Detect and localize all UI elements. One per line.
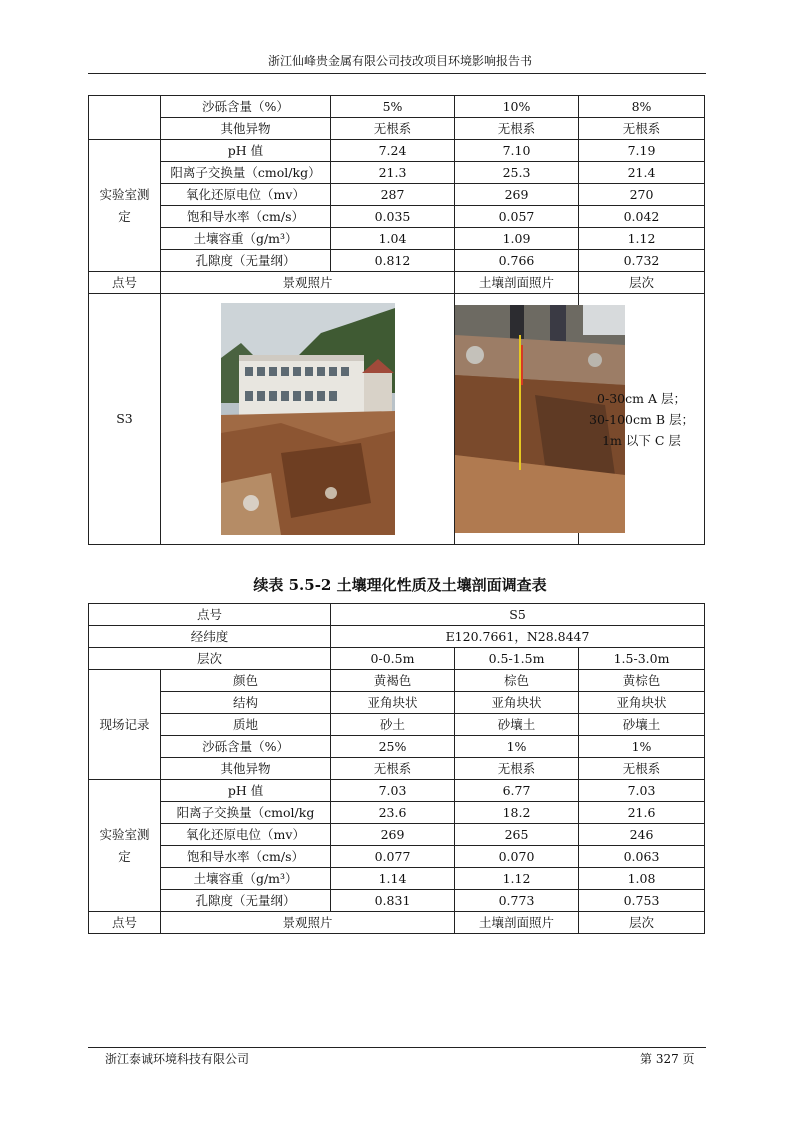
lab-group-label: 实验室测定 (89, 140, 161, 272)
cell-value: 0.732 (579, 250, 705, 272)
footer-rule (88, 1047, 706, 1048)
cell-value: 砂壤土 (579, 714, 705, 736)
soil-table-s5 (88, 603, 705, 934)
cell-value: 6.77 (455, 780, 579, 802)
profile-photo-cell (455, 294, 579, 545)
cell-value: 21.6 (579, 802, 705, 824)
row-label: 其他异物 (161, 118, 331, 140)
cell-value: 7.24 (331, 140, 455, 162)
table-row (89, 714, 705, 736)
footer-page-number: 第 327 页 (640, 1052, 695, 1066)
cell-value: 棕色 (455, 670, 579, 692)
table-row (89, 846, 705, 868)
cell-value: 25% (331, 736, 455, 758)
cell-value: 1.09 (455, 228, 579, 250)
cell-value: 1.04 (331, 228, 455, 250)
layer-depth: 0.5-1.5m (455, 648, 579, 670)
cell-value: 5% (331, 96, 455, 118)
cell-value: 0.057 (455, 206, 579, 228)
cell-value: 265 (455, 824, 579, 846)
table-row (89, 228, 705, 250)
cell-value: 无根系 (579, 118, 705, 140)
cell-value: 23.6 (331, 802, 455, 824)
cell-value: 亚角块状 (331, 692, 455, 714)
cell-value: 0.063 (579, 846, 705, 868)
layer-depth: 0-0.5m (331, 648, 455, 670)
table-row (89, 802, 705, 824)
layer-a: 0-30cm A 层； (597, 390, 686, 406)
cell-value: 0.753 (579, 890, 705, 912)
cell-value: 1.12 (455, 868, 579, 890)
lab-group-label: 实验室测定 (89, 780, 161, 912)
soil-table-s3 (88, 95, 705, 545)
table-row (89, 648, 705, 670)
row-label: 饱和导水率（cm/s） (161, 846, 331, 868)
col-header-layers: 层次 (579, 272, 705, 294)
col-header-landscape: 景观照片 (161, 272, 455, 294)
header-rule (88, 73, 706, 74)
row-label: 质地 (161, 714, 331, 736)
page-header: 浙江仙峰贵金属有限公司技改项目环境影响报告书 (267, 54, 532, 68)
table-row (89, 162, 705, 184)
point-label: 点号 (89, 604, 331, 626)
table-row (89, 890, 705, 912)
field-group-label: 现场记录 (89, 670, 161, 780)
cell-value: 亚角块状 (579, 692, 705, 714)
cell-value: 无根系 (579, 758, 705, 780)
table-row (89, 250, 705, 272)
cell-value: 黄褐色 (331, 670, 455, 692)
cell-value: 7.10 (455, 140, 579, 162)
row-label: 颜色 (161, 670, 331, 692)
table-row (89, 868, 705, 890)
cell-value: 10% (455, 96, 579, 118)
cell-value: 0.035 (331, 206, 455, 228)
table-row (89, 626, 705, 648)
row-label: pH 值 (161, 140, 331, 162)
row-label: 氧化还原电位（mv） (161, 184, 331, 206)
footer-company: 浙江泰诚环境科技有限公司 (105, 1052, 250, 1066)
photo-header-row (89, 912, 705, 934)
layer-depth: 1.5-3.0m (579, 648, 705, 670)
cell-value: 无根系 (331, 118, 455, 140)
row-label: 结构 (161, 692, 331, 714)
cell-value: 0.773 (455, 890, 579, 912)
table-row (89, 670, 705, 692)
col-header-point: 点号 (89, 912, 161, 934)
row-label: 阳离子交换量（cmol/kg (161, 802, 331, 824)
cell-value: 1.08 (579, 868, 705, 890)
cell-value: 无根系 (455, 758, 579, 780)
cell-value: 7.03 (579, 780, 705, 802)
cell-value: 25.3 (455, 162, 579, 184)
cell-value: 0.077 (331, 846, 455, 868)
cell-value: 无根系 (455, 118, 579, 140)
table-row (89, 118, 705, 140)
table-row (89, 96, 705, 118)
landscape-photo-cell (161, 294, 455, 545)
cell-value: 0.831 (331, 890, 455, 912)
cell-value: 18.2 (455, 802, 579, 824)
cell-value: 0.766 (455, 250, 579, 272)
point-value: S5 (331, 604, 705, 626)
cell-value: 7.03 (331, 780, 455, 802)
cell-value: 1.14 (331, 868, 455, 890)
cell-value: 0.070 (455, 846, 579, 868)
cell-value: 1.12 (579, 228, 705, 250)
cell-value: 砂壤土 (455, 714, 579, 736)
photo-row (89, 294, 705, 545)
photo-header-row (89, 272, 705, 294)
cell-value: 0.042 (579, 206, 705, 228)
cell-value: 287 (331, 184, 455, 206)
row-label: 孔隙度（无量纲） (161, 890, 331, 912)
table-row (89, 780, 705, 802)
cell-value: 21.4 (579, 162, 705, 184)
landscape-photo (221, 303, 395, 535)
col-header-landscape: 景观照片 (161, 912, 455, 934)
cell-value: 砂土 (331, 714, 455, 736)
layer-b: 30-100cm B 层； (589, 411, 694, 427)
field-group-cell (89, 96, 161, 140)
coord-label: 经纬度 (89, 626, 331, 648)
cell-value: 269 (331, 824, 455, 846)
row-label: 饱和导水率（cm/s） (161, 206, 331, 228)
cell-value: 21.3 (331, 162, 455, 184)
cell-value: 269 (455, 184, 579, 206)
table-row (89, 824, 705, 846)
table-row (89, 140, 705, 162)
cell-value: 黄棕色 (579, 670, 705, 692)
table-row (89, 184, 705, 206)
table-row (89, 604, 705, 626)
col-header-profile-left: 土壤剖面照片 (455, 272, 579, 294)
layer-c: 1m 以下 C 层 (602, 432, 681, 448)
table-row (89, 206, 705, 228)
table-row (89, 758, 705, 780)
table-row (89, 692, 705, 714)
row-label: 孔隙度（无量纲） (161, 250, 331, 272)
point-id: S3 (89, 294, 161, 545)
cell-value: 1% (579, 736, 705, 758)
col-header-point: 点号 (89, 272, 161, 294)
table-row (89, 736, 705, 758)
cell-value: 270 (579, 184, 705, 206)
row-label: 阳离子交换量（cmol/kg） (161, 162, 331, 184)
row-label: 土壤容重（g/m³） (161, 228, 331, 250)
cell-value: 1% (455, 736, 579, 758)
row-label: 氧化还原电位（mv） (161, 824, 331, 846)
cell-value: 0.812 (331, 250, 455, 272)
cell-value: 8% (579, 96, 705, 118)
layer-label: 层次 (89, 648, 331, 670)
cell-value: 亚角块状 (455, 692, 579, 714)
table-caption: 续表 5.5-2 土壤理化性质及土壤剖面调查表 (253, 576, 547, 594)
coord-value: E120.7661，N28.8447 (331, 626, 705, 648)
row-label: 土壤容重（g/m³） (161, 868, 331, 890)
col-header-profile: 土壤剖面照片 (455, 912, 579, 934)
cell-value: 246 (579, 824, 705, 846)
cell-value: 无根系 (331, 758, 455, 780)
cell-value: 7.19 (579, 140, 705, 162)
row-label: pH 值 (161, 780, 331, 802)
col-header-layers: 层次 (579, 912, 705, 934)
row-label: 沙砾含量（%） (161, 736, 331, 758)
row-label: 其他异物 (161, 758, 331, 780)
row-label: 沙砾含量（%） (161, 96, 331, 118)
